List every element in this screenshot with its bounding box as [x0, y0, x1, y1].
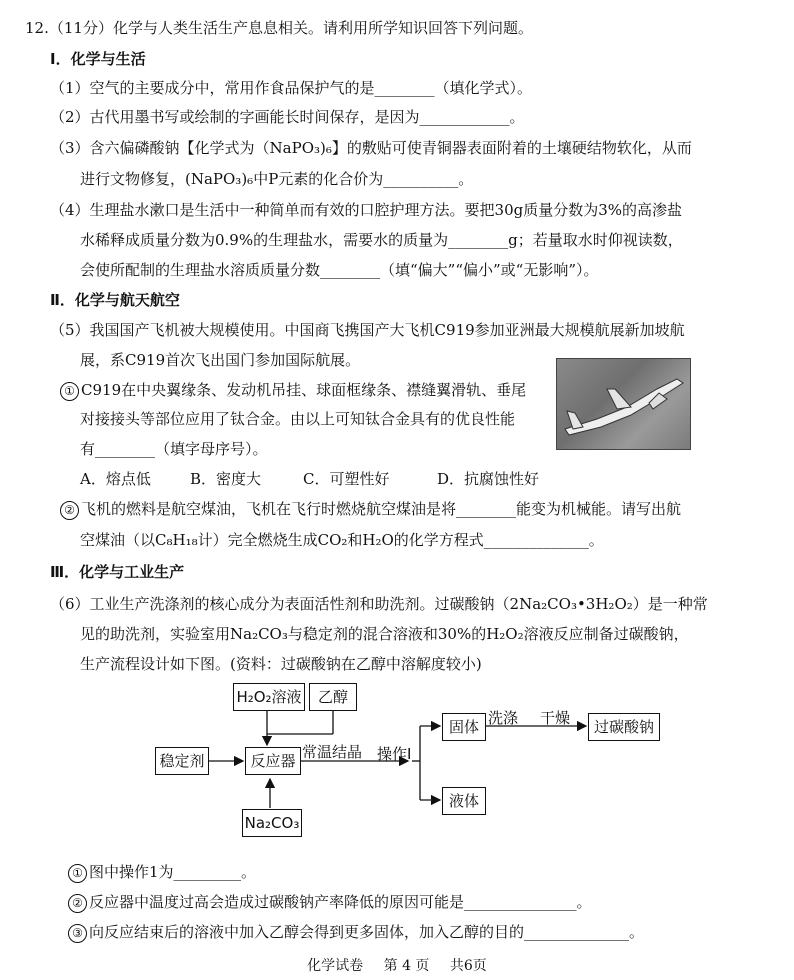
liquid-box: 液体 — [442, 787, 486, 815]
footer-total-pages: 共6页 — [449, 958, 487, 974]
ethanol-box: 乙醇 — [309, 683, 357, 711]
question-3-line1: （3）含六偏磷酸钠【化学式为（NaPO₃)₆】的敷贴可使青铜器表面附着的土壤硬结物软化，从而 — [50, 139, 692, 157]
operation-1-label: 操作I — [377, 745, 412, 763]
stabilizer-box: 稳定剂 — [155, 747, 209, 775]
circled-number-2: ② — [60, 501, 79, 520]
circled-number-2b: ② — [68, 894, 87, 913]
question-5-line2: 展，系C919首次飞出国门参加国际航展。 — [80, 351, 361, 369]
question-2: （2）古代用墨书写或绘制的字画能长时间保存，是因为____________。 — [50, 108, 525, 126]
question-4-line1: （4）生理盐水漱口是生活中一种简单而有效的口腔护理方法。要把30g质量分数为3%的高渗盐 — [50, 201, 683, 219]
question-6-line3: 生产流程设计如下图。(资料：过碳酸钠在乙醇中溶解度较小) — [80, 655, 482, 673]
option-c: C．可塑性好 — [303, 470, 390, 488]
section-title-life: Ⅰ．化学与生活 — [50, 50, 146, 68]
question-1: （1）空气的主要成分中，常用作食品保护气的是________（填化学式）。 — [50, 79, 533, 97]
page-footer — [0, 955, 794, 975]
question-5-sub1-line3: 有________（填字母序号）。 — [80, 440, 268, 458]
option-a: A．熔点低 — [80, 470, 151, 488]
crystallize-label: 常温结晶 — [302, 743, 363, 761]
question-5-sub2-line1: ② 飞机的燃料是航空煤油，飞机在飞行时燃烧航空煤油是将________能变为机械能。请写出航 — [60, 499, 681, 520]
section-title-industry: Ⅲ．化学与工业生产 — [50, 563, 185, 581]
circled-number-1b: ① — [68, 864, 87, 883]
reactor-box: 反应器 — [245, 747, 301, 775]
h2o2-solution-box: H₂O₂溶液 — [233, 683, 305, 711]
circled-number-1: ① — [60, 382, 79, 401]
question-6-sub1: ① 图中操作1为_________。 — [68, 862, 256, 883]
question-6-sub3: ③ 向反应结束后的溶液中加入乙醇会得到更多固体，加入乙醇的目的______________。 — [68, 922, 644, 943]
sodium-percarbonate-box: 过碳酸钠 — [588, 713, 660, 741]
question-5-sub2-line2: 空煤油（以C₈H₁₈计）完全燃烧生成CO₂和H₂O的化学方程式______________。 — [80, 531, 604, 549]
question-6-line1: （6）工业生产洗涤剂的核心成分为表面活性剂和助洗剂。过碳酸钠（2Na₂CO₃•3H₂O₂）是一种常 — [50, 595, 708, 613]
dry-label: 干燥 — [540, 709, 571, 727]
question-3-line2: 进行文物修复，(NaPO₃)₆中P元素的化合价为__________。 — [80, 170, 474, 188]
footer-page-number: 第 4 页 — [383, 958, 430, 974]
section-title-aerospace: Ⅱ．化学与航天航空 — [50, 291, 180, 309]
wash-label: 洗涤 — [488, 709, 519, 727]
option-d: D．抗腐蚀性好 — [437, 470, 540, 488]
question-5-sub1-line1: ① C919在中央翼缘条、发动机吊挂、球面框缘条、襟缝翼滑轨、垂尾 — [60, 380, 526, 401]
question-5-line1: （5）我国国产飞机被大规模使用。中国商飞携国产大飞机C919参加亚洲最大规模航展新加坡航 — [50, 321, 685, 339]
solid-box: 固体 — [442, 713, 486, 741]
question-6-line2: 见的助洗剂，实验室用Na₂CO₃与稳定剂的混合溶液和30%的H₂O₂溶液反应制备过碳酸钠， — [80, 625, 689, 643]
option-b: B．密度大 — [190, 470, 262, 488]
question-4-line2: 水稀释成质量分数为0.9%的生理盐水，需要水的质量为________g；若量取水时仰视读数， — [80, 231, 683, 249]
question-4-line3: 会使所配制的生理盐水溶质质量分数________（填“偏大”“偏小”或“无影响”）。 — [80, 261, 599, 279]
question-6-sub2: ② 反应器中温度过高会造成过碳酸钠产率降低的原因可能是_______________。 — [68, 892, 592, 913]
question-5-sub1-line2: 对接接头等部位应用了钛合金。由以上可知钛合金具有的优良性能 — [80, 410, 516, 428]
footer-subject: 化学试卷 — [307, 958, 364, 974]
question-header: 12.（11分）化学与人类生活生产息息相关。请利用所学知识回答下列问题。 — [25, 19, 533, 37]
circled-number-3: ③ — [68, 924, 87, 943]
na2co3-box: Na₂CO₃ — [242, 809, 302, 837]
